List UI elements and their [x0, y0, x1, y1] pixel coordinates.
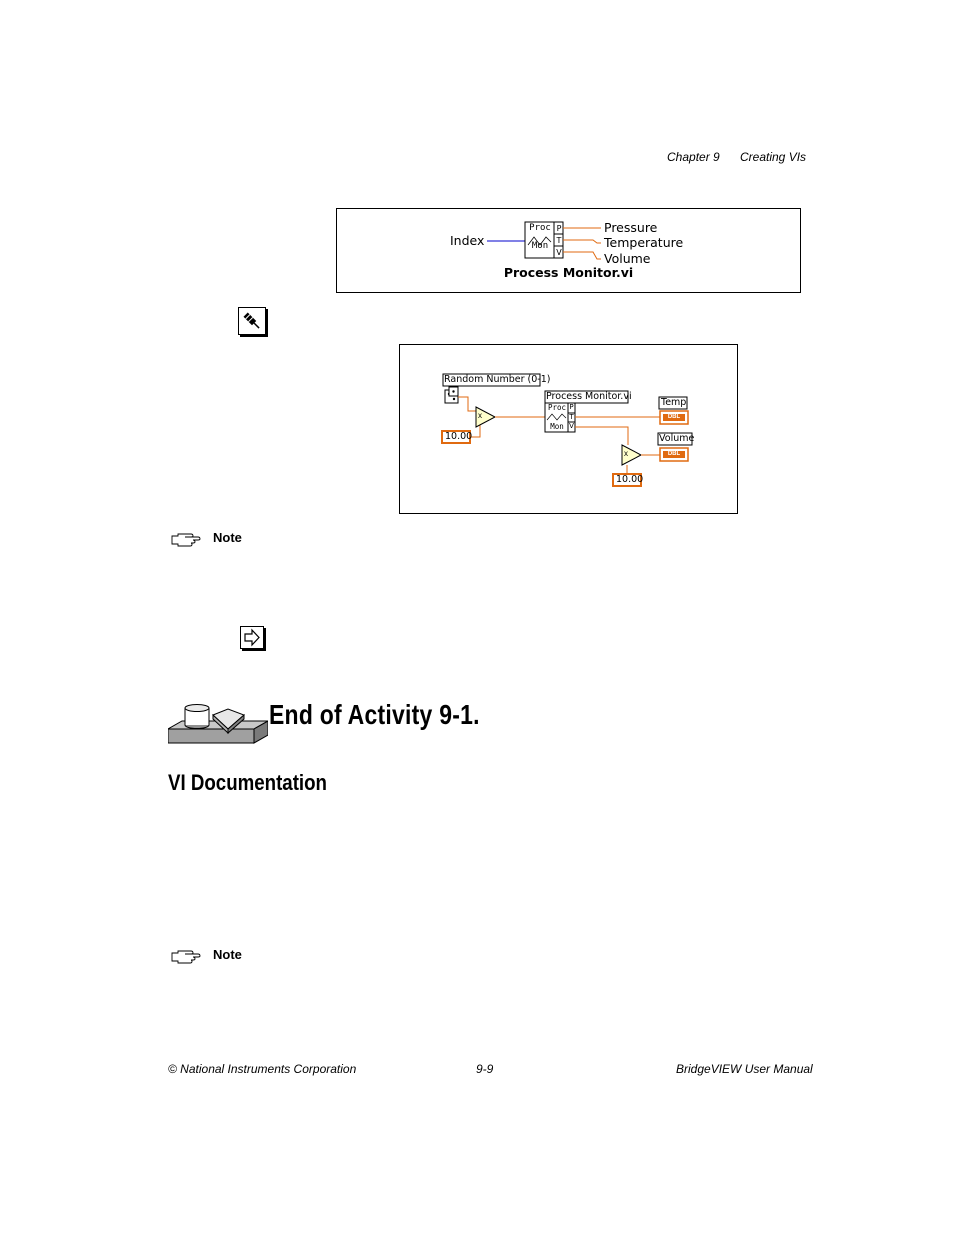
note-2-label: Note — [213, 947, 242, 962]
icon-text — [527, 223, 553, 251]
footer-right: BridgeVIEW User Manual — [676, 1062, 813, 1076]
temp-dbl: DBL — [667, 414, 681, 420]
block-diagram-figure — [399, 344, 738, 514]
section-title: VI Documentation — [168, 770, 327, 795]
icon-terminals — [555, 223, 563, 259]
random-number-label: Random Number (0-1) — [444, 374, 551, 385]
index-label: Index — [450, 233, 485, 248]
volume-wire — [563, 252, 601, 259]
volume-indicator-label: Volume — [659, 433, 695, 444]
volume-dbl: DBL — [667, 451, 681, 457]
pointing-hand-icon-2 — [171, 948, 201, 964]
connector-figure — [336, 208, 801, 293]
multiply-2-symbol: x — [624, 449, 628, 458]
subvi-terminals — [568, 403, 575, 432]
terminal-v: V — [556, 248, 562, 257]
note-1-label: Note — [213, 530, 242, 545]
subvi-icon-text — [546, 404, 568, 431]
subvi-label: Process Monitor.vi — [546, 391, 632, 402]
subvi-terminal-t: T — [569, 412, 574, 421]
header-chapter: Chapter 9 — [667, 150, 720, 164]
multiply-1-symbol: x — [478, 411, 482, 420]
subvi-icon-line-1: Proc — [547, 403, 567, 412]
pointing-hand-icon — [171, 531, 201, 547]
subvi-terminal-p: P — [569, 403, 574, 411]
constant-2-value: 10.00 — [616, 474, 644, 485]
subvi-icon-line-2: Mon — [550, 422, 564, 431]
temp-label: Temp — [661, 397, 687, 408]
constant-1-value: 10.00 — [445, 431, 473, 442]
connector-caption: Process Monitor.vi — [503, 265, 634, 280]
footer-left: © National Instruments Corporation — [168, 1062, 357, 1076]
pressure-label: Pressure — [604, 220, 658, 235]
footer-page-number: 9-9 — [476, 1062, 494, 1076]
temperature-wire — [563, 240, 601, 243]
volume-label: Volume — [604, 251, 651, 266]
terminal-p: P — [556, 224, 562, 233]
terminal-t: T — [556, 236, 562, 245]
wiring-tool-icon — [238, 307, 266, 335]
end-activity-icon — [168, 703, 268, 749]
run-arrow-icon — [240, 626, 264, 649]
icon-line-2: Mon — [531, 241, 549, 251]
end-of-activity-title: End of Activity 9-1. — [269, 699, 480, 730]
subvi-terminal-v: V — [569, 422, 574, 430]
icon-line-1: Proc — [529, 223, 551, 233]
header-section: Creating VIs — [740, 150, 807, 164]
temperature-label: Temperature — [604, 235, 684, 250]
